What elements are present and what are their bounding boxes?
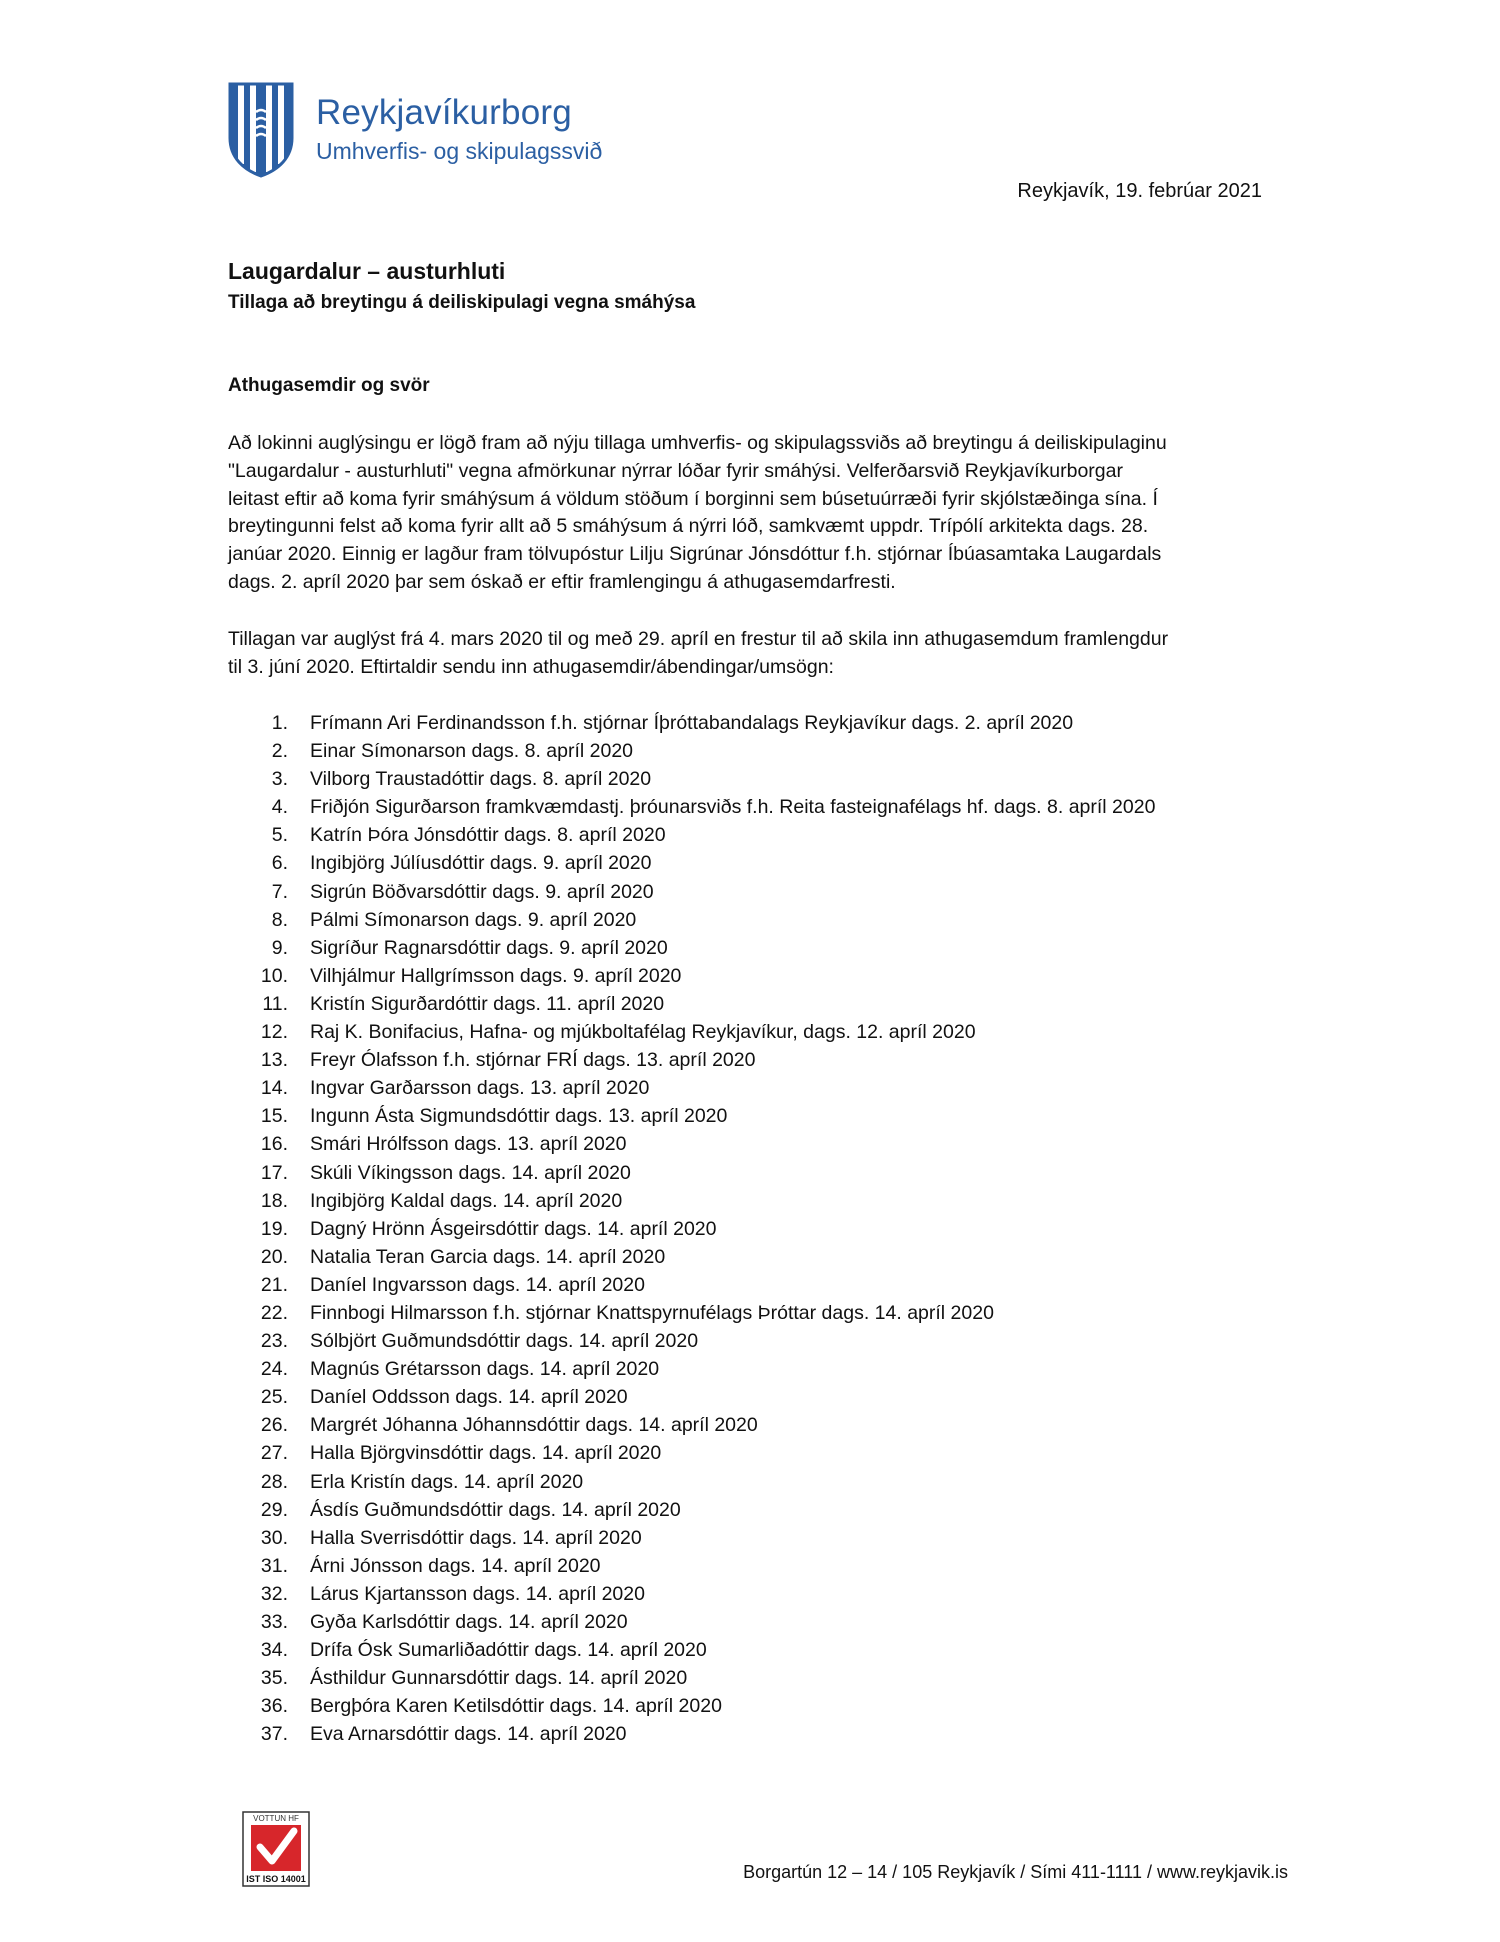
- advertisement-paragraph: [228, 626, 1268, 682]
- list-item: [228, 962, 1155, 990]
- list-item-number: 31.: [260, 1554, 288, 1577]
- list-item: [228, 1243, 1155, 1271]
- list-item-number: 18.: [260, 1189, 288, 1212]
- list-item-text: Friðjón Sigurðarson framkvæmdastj. þróunarsviðs f.h. Reita fasteignafélags hf. dags. 8. apríl 2020: [310, 796, 1156, 819]
- list-item-number: 23.: [260, 1330, 288, 1353]
- list-item-text: Ingunn Ásta Sigmundsdóttir dags. 13. apríl 2020: [310, 1105, 728, 1128]
- list-item-number: 28.: [260, 1470, 288, 1493]
- list-item-number: 24.: [260, 1358, 288, 1381]
- list-item: [228, 1215, 1155, 1243]
- list-item: [228, 1411, 1155, 1439]
- list-item: [228, 1664, 1155, 1692]
- list-item-number: 15.: [260, 1105, 288, 1128]
- list-item: [228, 1439, 1155, 1467]
- paragraph-line: janúar 2020. Einnig er lagður fram tölvupóstur Lilju Sigrúnar Jónsdóttur f.h. stjórnar Íbúasamtaka Laugardals: [228, 543, 1162, 566]
- list-item: [228, 1074, 1155, 1102]
- list-item: [228, 1327, 1155, 1355]
- list-item-number: 19.: [260, 1217, 288, 1240]
- list-item-text: Ingvar Garðarsson dags. 13. apríl 2020: [310, 1077, 650, 1100]
- list-item-text: Freyr Ólafsson f.h. stjórnar FRÍ dags. 13. apríl 2020: [310, 1049, 756, 1072]
- list-item: [228, 1636, 1155, 1664]
- reykjavik-logo: [228, 82, 602, 178]
- document-title: Laugardalur – austurhluti: [228, 258, 506, 284]
- list-item-number: 21.: [260, 1273, 288, 1296]
- paragraph-line: Tillagan var auglýst frá 4. mars 2020 til og með 29. apríl en frestur til að skila inn athugasemdum framlengdur: [228, 628, 1169, 650]
- list-item-text: Halla Björgvinsdóttir dags. 14. apríl 2020: [310, 1442, 662, 1465]
- list-item: [228, 1692, 1155, 1720]
- list-item-number: 16.: [260, 1133, 288, 1156]
- list-item: [228, 1552, 1155, 1580]
- list-item-text: Vilborg Traustadóttir dags. 8. apríl 2020: [310, 768, 652, 791]
- logo-department: Umhverfis- og skipulagssvið: [316, 138, 603, 164]
- list-item-text: Erla Kristín dags. 14. apríl 2020: [310, 1470, 584, 1493]
- list-item: [228, 1355, 1155, 1383]
- list-item-text: Pálmi Símonarson dags. 9. apríl 2020: [310, 908, 637, 931]
- list-item: [228, 737, 1155, 765]
- list-item-number: 6.: [271, 852, 288, 875]
- list-item: [228, 1524, 1155, 1552]
- list-item-number: 37.: [260, 1723, 288, 1746]
- list-item: [228, 793, 1155, 821]
- list-item-number: 10.: [260, 964, 288, 987]
- list-item-text: Sólbjört Guðmundsdóttir dags. 14. apríl 2020: [310, 1330, 699, 1353]
- list-item-number: 4.: [271, 796, 288, 819]
- list-item-number: 9.: [271, 936, 288, 959]
- list-item-text: Drífa Ósk Sumarliðadóttir dags. 14. apríl 2020: [310, 1639, 707, 1662]
- list-item-text: Dagný Hrönn Ásgeirsdóttir dags. 14. apríl 2020: [310, 1217, 717, 1240]
- list-item-number: 3.: [271, 768, 288, 791]
- list-item-number: 32.: [260, 1582, 288, 1605]
- iso-bottom-label: IST ISO 14001: [246, 1874, 306, 1884]
- list-item-number: 20.: [260, 1245, 288, 1268]
- list-item-number: 30.: [260, 1526, 288, 1549]
- submitters-list: [228, 709, 1155, 1748]
- list-item-text: Kristín Sigurðardóttir dags. 11. apríl 2020: [310, 992, 665, 1015]
- list-item-number: 25.: [260, 1386, 288, 1409]
- paragraph-line: til 3. júní 2020. Eftirtaldir sendu inn athugasemdir/ábendingar/umsögn:: [228, 655, 834, 678]
- section-heading: Athugasemdir og svör: [228, 375, 430, 396]
- list-item-number: 29.: [260, 1498, 288, 1521]
- list-item-text: Lárus Kjartansson dags. 14. apríl 2020: [310, 1582, 645, 1605]
- document-subtitle: Tillaga að breytingu á deiliskipulagi vegna smáhýsa: [228, 292, 696, 313]
- list-item-text: Magnús Grétarsson dags. 14. apríl 2020: [310, 1358, 660, 1381]
- list-item-text: Finnbogi Hilmarsson f.h. stjórnar Knattspyrnufélags Þróttar dags. 14. apríl 2020: [310, 1301, 994, 1324]
- list-item-text: Ingibjörg Júlíusdóttir dags. 9. apríl 2020: [310, 852, 652, 875]
- list-item-number: 2.: [271, 740, 288, 763]
- list-item-number: 11.: [262, 992, 288, 1015]
- list-item-number: 1.: [271, 712, 288, 734]
- list-item-text: Daníel Ingvarsson dags. 14. apríl 2020: [310, 1273, 645, 1296]
- list-item: [228, 1159, 1155, 1187]
- list-item: [228, 1580, 1155, 1608]
- list-item-number: 27.: [260, 1442, 288, 1465]
- list-item-number: 35.: [260, 1667, 288, 1690]
- list-item-text: Ásdís Guðmundsdóttir dags. 14. apríl 2020: [310, 1498, 681, 1521]
- list-item-number: 12.: [260, 1021, 288, 1044]
- list-item-number: 13.: [260, 1049, 288, 1072]
- list-item: [228, 934, 1155, 962]
- list-item-number: 14.: [260, 1077, 288, 1100]
- list-item-text: Ingibjörg Kaldal dags. 14. apríl 2020: [310, 1189, 623, 1212]
- list-item-number: 34.: [260, 1639, 288, 1662]
- list-item-number: 26.: [260, 1414, 288, 1437]
- list-item-text: Daníel Oddsson dags. 14. apríl 2020: [310, 1386, 628, 1409]
- reykjavik-crest-icon: [228, 82, 294, 178]
- paragraph-line: "Laugardalur - austurhluti" vegna afmörkunar nýrrar lóðar fyrir smáhýsi. Velferðarsvið Reykjavíkurborgar: [228, 459, 1123, 482]
- list-item-text: Natalia Teran Garcia dags. 14. apríl 2020: [310, 1245, 666, 1268]
- list-item: [228, 821, 1155, 849]
- list-item: [228, 1496, 1155, 1524]
- list-item-text: Skúli Víkingsson dags. 14. apríl 2020: [310, 1161, 631, 1184]
- paragraph-line: dags. 2. apríl 2020 þar sem óskað er eftir framlengingu á athugasemdarfresti.: [228, 570, 896, 593]
- list-item-text: Bergþóra Karen Ketilsdóttir dags. 14. apríl 2020: [310, 1695, 722, 1718]
- list-item: [228, 990, 1155, 1018]
- list-item: [228, 1130, 1155, 1158]
- list-item: [228, 1187, 1155, 1215]
- list-item-text: Vilhjálmur Hallgrímsson dags. 9. apríl 2020: [310, 964, 682, 987]
- list-item: [228, 1468, 1155, 1496]
- list-item-text: Smári Hrólfsson dags. 13. apríl 2020: [310, 1133, 627, 1156]
- logo-name: Reykjavíkurborg: [316, 93, 572, 132]
- list-item-text: Gyða Karlsdóttir dags. 14. apríl 2020: [310, 1611, 628, 1633]
- list-item-text: Árni Jónsson dags. 14. apríl 2020: [310, 1554, 601, 1577]
- list-item-text: Halla Sverrisdóttir dags. 14. apríl 2020: [310, 1526, 642, 1549]
- list-item: [228, 709, 1155, 737]
- list-item-text: Sigríður Ragnarsdóttir dags. 9. apríl 2020: [310, 936, 668, 959]
- list-item-text: Einar Símonarson dags. 8. apríl 2020: [310, 740, 634, 763]
- list-item: [228, 1271, 1155, 1299]
- list-item: [228, 878, 1155, 906]
- document-date: Reykjavík, 19. febrúar 2021: [1017, 180, 1262, 202]
- list-item: [228, 1720, 1155, 1748]
- list-item-text: Raj K. Bonifacius, Hafna- og mjúkboltafélag Reykjavíkur, dags. 12. apríl 2020: [310, 1021, 976, 1044]
- list-item: [228, 1046, 1155, 1074]
- list-item-number: 17.: [260, 1161, 288, 1184]
- footer-address: Borgartún 12 – 14 / 105 Reykjavík / Sími 411-1111 / www.reykjavik.is: [743, 1862, 1288, 1882]
- list-item-text: Margrét Jóhanna Jóhannsdóttir dags. 14. apríl 2020: [310, 1414, 758, 1437]
- paragraph-line: leitast eftir að koma fyrir smáhýsum á völdum stöðum í borginni sem búsetuúrræði fyrir skjólstæðinga sína. Í: [228, 487, 1158, 510]
- iso-top-label: VOTTUN HF: [253, 1814, 299, 1823]
- intro-paragraph: [228, 430, 1268, 597]
- iso-14001-certification-icon: [242, 1811, 310, 1887]
- list-item: [228, 765, 1155, 793]
- list-item: [228, 1383, 1155, 1411]
- list-item: [228, 1018, 1155, 1046]
- list-item: [228, 1102, 1155, 1130]
- list-item-number: 8.: [271, 908, 288, 931]
- list-item-text: Katrín Þóra Jónsdóttir dags. 8. apríl 2020: [310, 824, 666, 847]
- list-item-text: Sigrún Böðvarsdóttir dags. 9. apríl 2020: [310, 880, 654, 903]
- list-item-text: Frímann Ari Ferdinandsson f.h. stjórnar Íþróttabandalags Reykjavíkur dags. 2. apríl 2020: [310, 712, 1074, 734]
- list-item: [228, 1608, 1155, 1636]
- list-item-text: Eva Arnarsdóttir dags. 14. apríl 2020: [310, 1723, 627, 1746]
- list-item-text: Ásthildur Gunnarsdóttir dags. 14. apríl 2020: [310, 1667, 688, 1690]
- paragraph-line: Að lokinni auglýsingu er lögð fram að nýju tillaga umhverfis- og skipulagssviðs að breytingu á deiliskipulaginu: [228, 432, 1167, 454]
- list-item-number: 7.: [271, 880, 288, 903]
- list-item-number: 33.: [260, 1611, 288, 1633]
- list-item-number: 5.: [271, 824, 288, 847]
- list-item: [228, 849, 1155, 877]
- paragraph-line: breytingunni felst að koma fyrir allt að 5 smáhýsum á nýrri lóð, samkvæmt uppdr. Trípólí arkitekta dags. 28.: [228, 515, 1149, 538]
- list-item-number: 36.: [260, 1695, 288, 1718]
- list-item: [228, 906, 1155, 934]
- list-item-number: 22.: [260, 1301, 288, 1324]
- list-item: [228, 1299, 1155, 1327]
